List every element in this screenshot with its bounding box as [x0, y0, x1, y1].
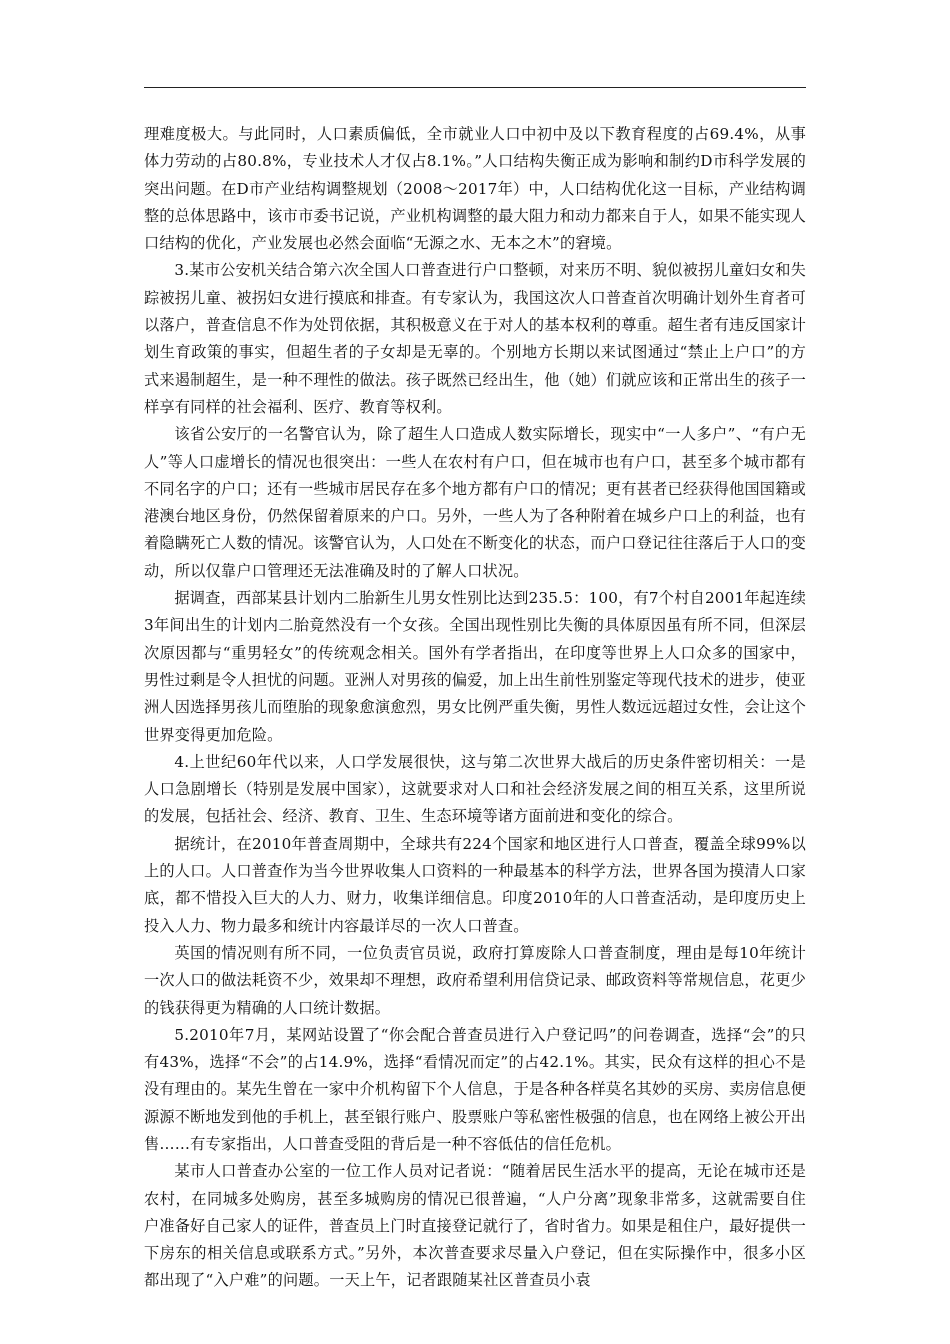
paragraph-4: 据调查，西部某县计划内二胎新生儿男女性别比达到235.5：100，有7个村自2001年起连续3年间出生的计划内二胎竟然没有一个女孩。全国出现性别比失衡的具体原因虽有所不同，但深层次原因都与“重男轻女”的传统观念相关。国外有学者指出，在印度等世界上人口众多的国家中，男性过剩是令人担忧的问题。亚洲人对男孩的偏爱，加上出生前性别鉴定等现代技术的进步，使亚洲人因选择男孩儿而堕胎的现象愈演愈烈，男女比例严重失衡，男性人数远远超过女性，会让这个世界变得更加危险。: [144, 589, 806, 744]
paragraph-2: 3.某市公安机关结合第六次全国人口普查进行户口整顿，对来历不明、貌似被拐儿童妇女和失踪被拐儿童、被拐妇女进行摸底和排查。有专家认为，我国这次人口普查首次明确计划外生育者可以落户，普查信息不作为处罚依据，其积极意义在于对人的基本权利的尊重。超生者有违反国家计划生育政策的事实，但超生者的子女却是无辜的。个别地方长期以来试图通过“禁止上户口”的方式来遏制超生，是一种不理性的做法。孩子既然已经出生，他（她）们就应该和正常出生的孩子一样享有同样的社会福利、医疗、教育等权利。: [144, 261, 806, 416]
paragraph-5: 4.上世纪60年代以来，人口学发展很快，这与第二次世界大战后的历史条件密切相关：一是人口急剧增长（特别是发展中国家），这就要求对人口和社会经济发展之间的相互关系，这里所说的发展，包括社会、经济、教育、卫生、生态环境等诸方面前进和变化的综合。: [144, 752, 806, 826]
paragraph-7: 英国的情况则有所不同，一位负责官员说，政府打算废除人口普查制度，理由是每10年统计一次人口的做法耗资不少，效果却不理想，政府希望利用信贷记录、邮政资料等常规信息，花更少的钱获得更为精确的人口统计数据。: [144, 943, 806, 1017]
paragraph-1: 理难度极大。与此同时，人口素质偏低，全市就业人口中初中及以下教育程度的占69.4%，从事体力劳动的占80.8%，专业技术人才仅占8.1%。”人口结构失衡正成为影响和制约D市科学发展的突出问题。在D市产业结构调整规划（2008～2017年）中，人口结构优化这一目标，产业结构调整的总体思路中，该市市委书记说，产业机构调整的最大阻力和动力都来自于人，如果不能实现人口结构的优化，产业发展也必然会面临“无源之水、无本之木”的窘境。: [144, 125, 806, 253]
paragraph-9: 某市人口普查办公室的一位工作人员对记者说：“随着居民生活水平的提高，无论在城市还是农村，在同城多处购房，甚至多城购房的情况已很普遍，“人户分离”现象非常多，这就需要自住户准备好自己家人的证件，普查员上门时直接登记就行了，省时省力。如果是租住户，最好提供一下房东的相关信息或联系方式。”另外，本次普查要求尽量入户登记，但在实际操作中，很多小区都出现了“入户难”的问题。一天上午，记者跟随某社区普查员小袁: [144, 1162, 806, 1290]
header-rule: [144, 87, 806, 88]
paragraph-3: 该省公安厅的一名警官认为，除了超生人口造成人数实际增长，现实中“一人多户”、“有户无人”等人口虚增长的情况也很突出：一些人在农村有户口，但在城市也有户口，甚至多个城市都有不同名字的户口；还有一些城市居民存在多个地方都有户口的情况；更有甚者已经获得他国国籍或港澳台地区身份，仍然保留着原来的户口。另外，一些人为了各种附着在城乡户口上的利益，也有着隐瞒死亡人数的情况。该警官认为，人口处在不断变化的状态，而户口登记往往落后于人口的变动，所以仅靠户口管理还无法准确及时的了解人口状况。: [144, 425, 806, 580]
body-text: [144, 121, 806, 1295]
paragraph-6: 据统计，在2010年普查周期中，全球共有224个国家和地区进行人口普查，覆盖全球99%以上的人口。人口普查作为当今世界收集人口资料的一种最基本的科学方法，世界各国为摸清人口家底，都不惜投入巨大的人力、财力，收集详细信息。印度2010年的人口普查活动，是印度历史上投入人力、物力最多和统计内容最详尽的一次人口普查。: [144, 834, 806, 935]
paragraph-8: 5.2010年7月，某网站设置了“你会配合普查员进行入户登记吗”的问卷调查，选择“会”的只有43%，选择“不会”的占14.9%，选择“看情况而定”的占42.1%。其实，民众有这样的担心不是没有理由的。某先生曾在一家中介机构留下个人信息，于是各种各样莫名其妙的买房、卖房信息便源源不断地发到他的手机上，甚至银行账户、股票账户等私密性极强的信息，也在网络上被公开出售……有专家指出，人口普查受阻的背后是一种不容低估的信任危机。: [144, 1025, 806, 1153]
